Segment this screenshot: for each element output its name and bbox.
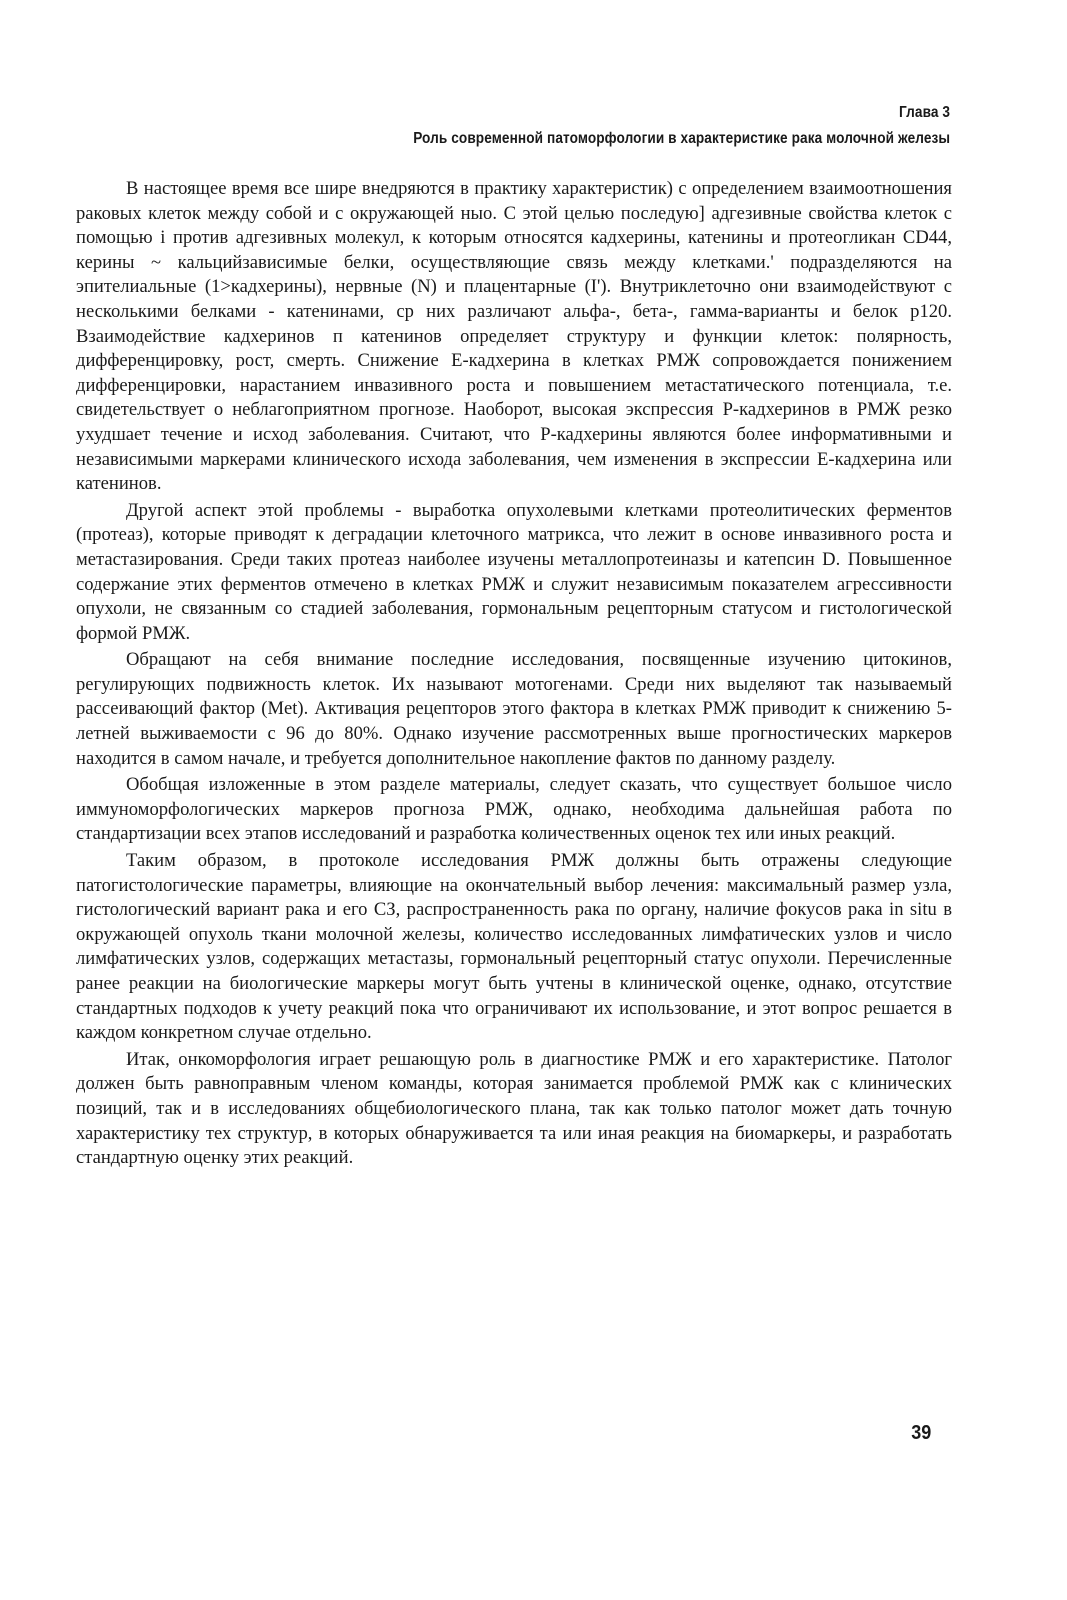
paragraph-motogens: Обращают на себя внимание последние исследования, посвященные изучению цитокинов, регулирующих подвижность клеток. Их называют мотогенами. Среди них выделяют так называемый рассеивающий фактор (Met). Активация рецепторов этого фактора в клетках РМЖ приводит к снижению 5-летней выживаемости с 96 до 80%. Однако изучение рассмотренных выше прогностических маркеров находится в самом начале, и требуется дополнительное накопление фактов по данному разделу. bbox=[76, 649, 952, 769]
body-text bbox=[76, 177, 952, 1171]
paragraph-protocol: Таким образом, в протоколе исследования РМЖ должны быть отражены следующие патогистологические параметры, влияющие на окончательный выбор лечения: максимальный размер узла, гистологический вариант рака и его СЗ, распространенность рака по органу, наличие фокусов рака in situ в окружающей опухоль ткани молочной железы, количество исследованных лимфатических узлов и число лимфатических узлов, содержащих метастазы, гормональный рецепторный статус опухоли. Перечисленные ранее реакции на биологические маркеры могут быть учтены в клинической оценке, однако, отсутствие стандартных подходов к учету реакций пока что ограничивают их использование, и этот вопрос решается в каждом конкретном случае отдельно. bbox=[76, 850, 952, 1044]
paragraph-proteases: Другой аспект этой проблемы - выработка опухолевыми клетками протеолитических ферментов (протеаз), которые приводят к деградации клеточного матрикса, что лежит в основе инвазивного роста и метастазирования. Среди таких протеаз наиболее изучены металлопротеиназы и катепсин D. Повышенное содержание этих ферментов отмечено в клетках РМЖ и служит независимым показателем агрессивности опухоли, не связанным со стадией заболевания, гормональным рецепторным статусом и гистологической формой РМЖ. bbox=[76, 499, 952, 644]
paragraph-summary: Обобщая изложенные в этом разделе материалы, следует сказать, что существует большое число иммуноморфологических маркеров прогноза РМЖ, однако, необходима дальнейшая работа по стандартизации всех этапов исследований и разработка количественных оценок тех или иных реакций. bbox=[76, 774, 952, 845]
chapter-label: Глава 3 bbox=[898, 104, 950, 121]
paragraph-cadherins: В настоящее время все шире внедряются в практику характеристик) с определением взаимоотношения раковых клеток между собой и с окружающей ныо. С этой целью последую] адгезивные свойства клеток с помощью і против адгезивных молекул, к которым относятся кадхерины, катенины и протеогликан CD44, керины ~ кальцийзависимые белки, осуществляющие связь между клетками.' подразделяются на эпителиальные (1>кадхерины), нервные (N) и плацентарные (I'). Внутриклеточно они взаимодействуют с несколькими белками - катенинами, ср них различают альфа-, бета-, гамма-варианты и белок р120. Взаимодействие кадхеринов п катенинов определяет структуру и функции клеток: полярность, дифференцировку, рост, смерть. Снижение Е-кадхерина в клетках РМЖ сопровождается понижением дифференцировки, нарастанием инвазивного роста и повышением метастатического потенциала, т.е. свидетельствует о неблагоприятном прогнозе. Наоборот, высокая экспрессия Р-кадхеринов в РМЖ резко ухудшает течение и исход заболевания. Считают, что Р-кадхерины являются более информативными и независимыми маркерами клинического исхода заболевания, чем изменения в экспрессии Е-кадхерина или катенинов. bbox=[76, 178, 952, 495]
page-number: 39 bbox=[910, 1422, 931, 1444]
running-head bbox=[413, 100, 950, 152]
chapter-title: Роль современной патоморфологии в характеристике рака молочной железы bbox=[413, 130, 950, 147]
paragraph-conclusion: Итак, онкоморфология играет решающую роль в диагностике РМЖ и его характеристике. Патолог должен быть равноправным членом команды, которая занимается проблемой РМЖ как с клинических позиций, так и в исследованиях общебиологического плана, так как только патолог может дать точную характеристику тех структур, в которых обнаруживается та или иная реакция на биомаркеры, и разработать стандартную оценку этих реакций. bbox=[76, 1048, 952, 1169]
